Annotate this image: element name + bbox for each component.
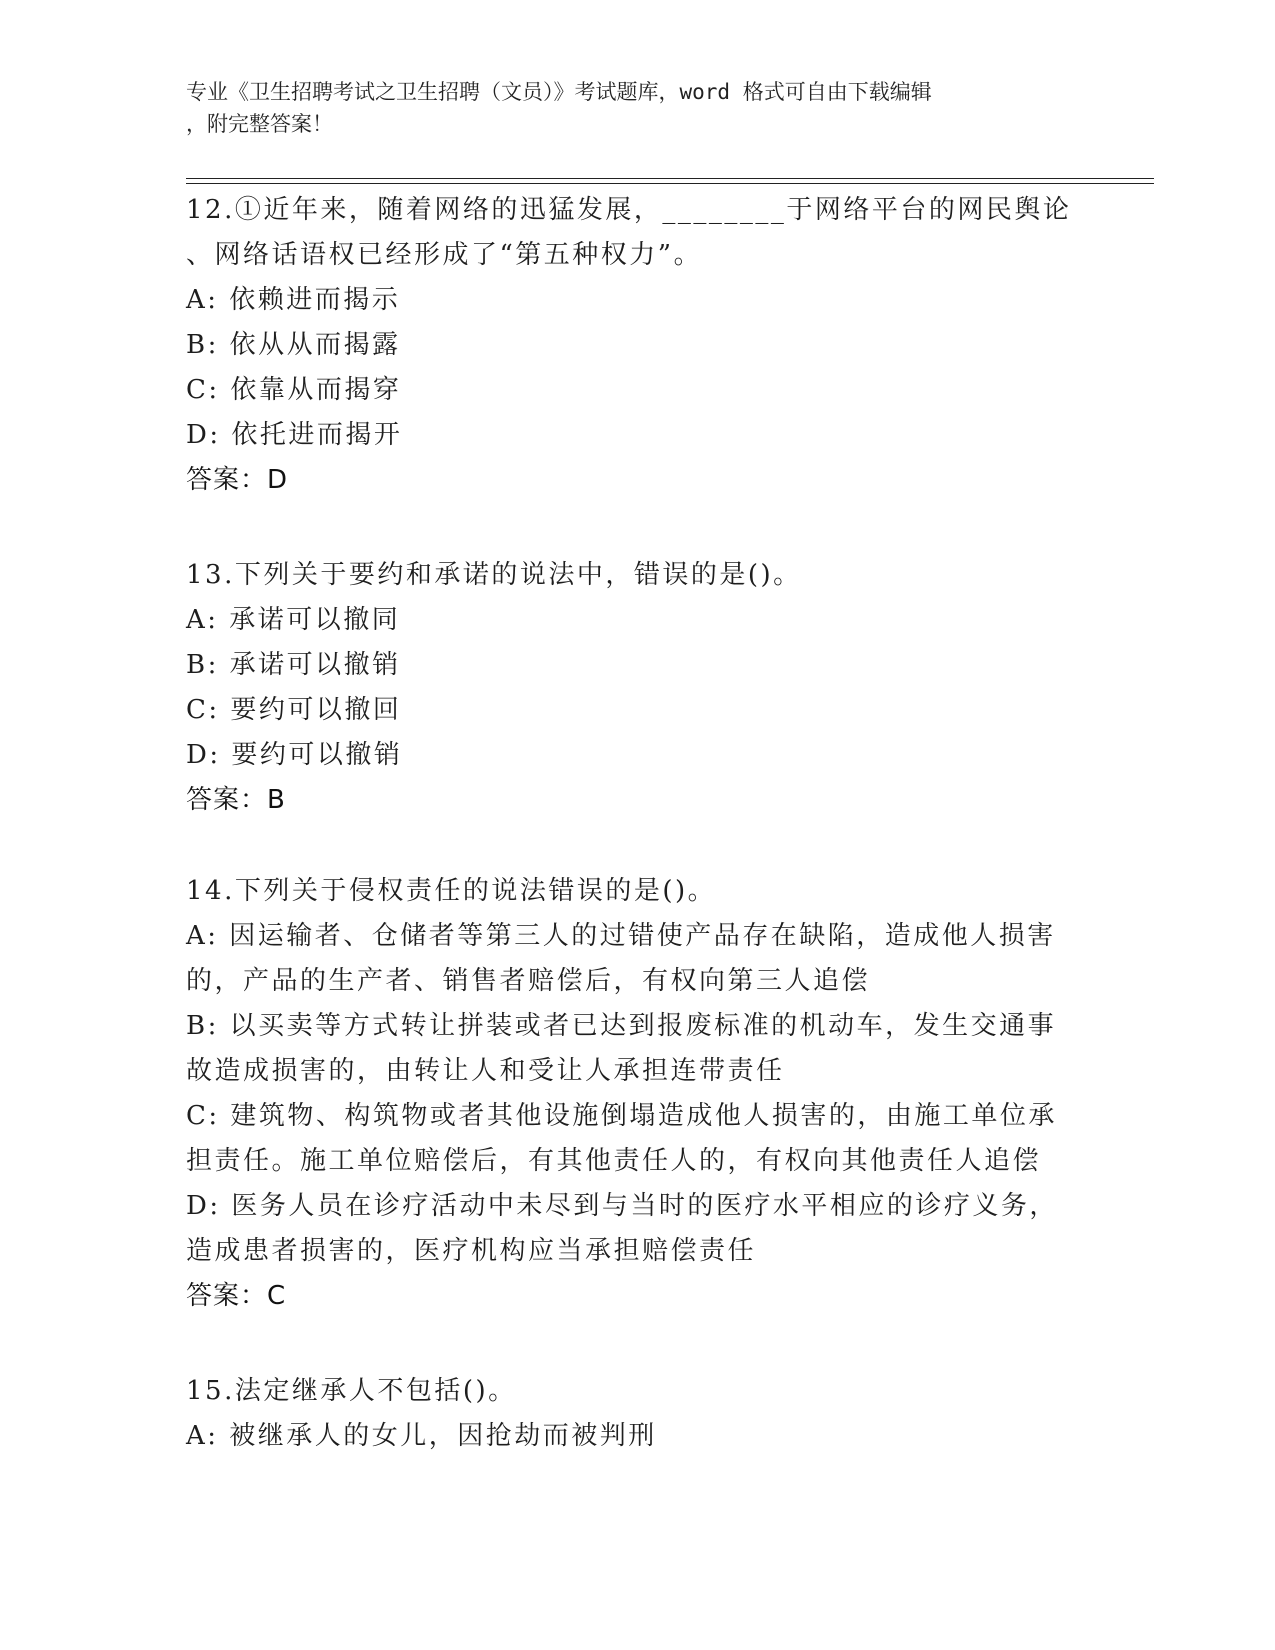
question-stem-line: 13.下列关于要约和承诺的说法中，错误的是()。 [186,560,802,590]
option-d-continued: 造成患者损害的，医疗机构应当承担赔偿责任 [186,1236,757,1266]
option-b: B: 以买卖等方式转让拼装或者已达到报废标准的机动车，发生交通事 [186,1011,1057,1041]
option-d: D: 要约可以撤销 [186,740,403,770]
option-a: A: 承诺可以撤同 [186,605,401,635]
question-13 [186,553,1086,823]
option-c: C: 依靠从而揭穿 [186,375,402,405]
option-b: B: 依从从而揭露 [186,330,401,360]
answer-line: 答案：D [186,465,289,495]
question-stem-line: 、网络话语权已经形成了“第五种权力”。 [186,240,703,270]
question-stem-line: 15.法定继承人不包括()。 [186,1376,517,1406]
option-d: D: 医务人员在诊疗活动中未尽到与当时的医疗水平相应的诊疗义务， [186,1191,1058,1221]
option-b: B: 承诺可以撤销 [186,650,401,680]
answer-line: 答案：B [186,785,286,815]
option-b-continued: 故造成损害的，由转让人和受让人承担连带责任 [186,1056,785,1086]
header-line-1: 专业《卫生招聘考试之卫生招聘（文员）》考试题库，word 格式可自由下载编辑 [186,80,932,104]
option-a: A: 被继承人的女儿，因抢劫而被判刑 [186,1421,657,1451]
answer-line: 答案：C [186,1281,287,1311]
question-stem-line: 12.①近年来，随着网络的迅猛发展，________于网络平台的网民舆论 [186,195,1072,225]
document-header [186,76,1066,140]
option-a-continued: 的，产品的生产者、销售者赔偿后，有权向第三人追偿 [186,966,871,996]
question-15 [186,1369,1086,1459]
header-divider-bottom [186,183,1154,184]
option-d: D: 依托进而揭开 [186,420,403,450]
option-c-continued: 担责任。施工单位赔偿后，有其他责任人的，有权向其他责任人追偿 [186,1146,1042,1176]
question-12 [186,188,1086,503]
option-a: A: 因运输者、仓储者等第三人的过错使产品存在缺陷，造成他人损害 [186,921,1056,951]
header-divider-top [186,178,1154,179]
option-c: C: 要约可以撤回 [186,695,402,725]
option-a: A: 依赖进而揭示 [186,285,401,315]
header-line-2: ，附完整答案！ [186,112,333,136]
option-c: C: 建筑物、构筑物或者其他设施倒塌造成他人损害的，由施工单位承 [186,1101,1057,1131]
question-14 [186,869,1086,1319]
question-stem-line: 14.下列关于侵权责任的说法错误的是()。 [186,876,717,906]
